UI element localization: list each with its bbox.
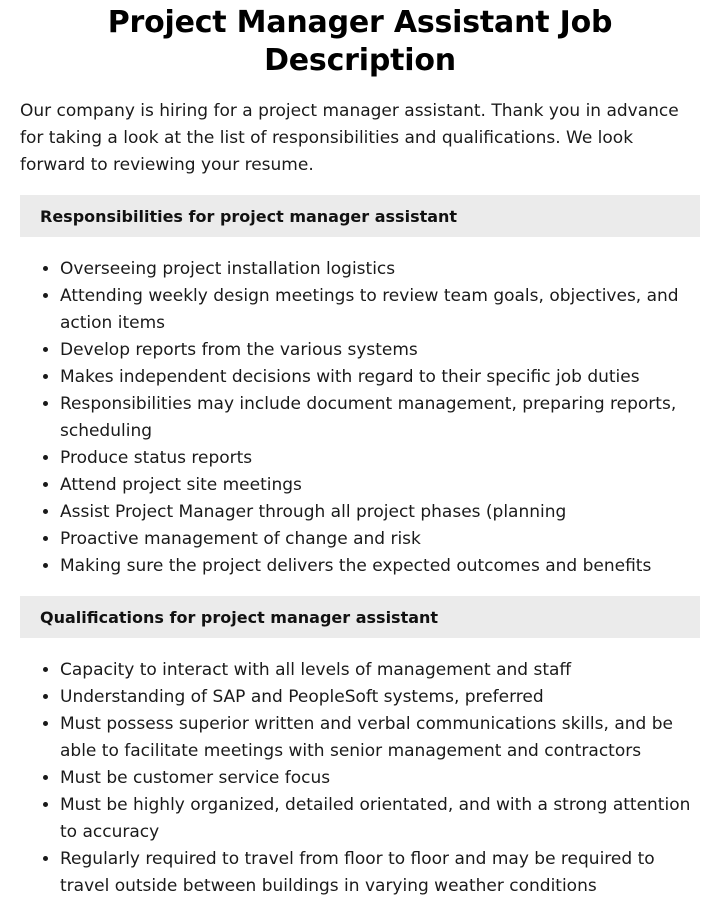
responsibilities-heading — [20, 195, 700, 237]
list-item: • Attend project site meetings — [60, 472, 700, 499]
list-item: • Must possess superior written and verbal communications skills, and be able to facilitate meetings with senior management and contractors — [60, 711, 700, 765]
list-item: • Produce status reports — [60, 445, 700, 472]
list-item: • Overseeing project installation logistics — [60, 256, 700, 283]
page-title: Project Manager Assistant Job Description — [107, 5, 613, 78]
qualifications-heading-text: Qualifications for project manager assistant — [40, 607, 439, 627]
list-item: • Attending weekly design meetings to review team goals, objectives, and action items — [60, 283, 700, 337]
list-item: • Proactive management of change and risk — [60, 526, 700, 553]
responsibilities-list — [20, 256, 700, 580]
list-item: • Regularly required to travel from floor to floor and may be required to travel outside between buildings in varying weather conditions — [60, 846, 700, 900]
list-item: • Must be customer service focus — [60, 765, 700, 792]
responsibilities-heading-text: Responsibilities for project manager assistant — [40, 206, 458, 226]
list-item: • Understanding of SAP and PeopleSoft systems, preferred — [60, 684, 700, 711]
intro-paragraph: Our company is hiring for a project manager assistant. Thank you in advance for taking a look at the list of responsibilities and qualifications. We look forward to reviewing your resume. — [20, 101, 679, 175]
list-item: • Assist Project Manager through all project phases (planning — [60, 499, 700, 526]
list-item: • Responsibilities may include document management, preparing reports, scheduling — [60, 391, 700, 445]
list-item: • Capacity to interact with all levels of management and staff — [60, 657, 700, 684]
list-item: • Develop reports from the various systems — [60, 337, 700, 364]
qualifications-heading — [20, 596, 700, 638]
list-item: • Must be highly organized, detailed orientated, and with a strong attention to accuracy — [60, 792, 700, 846]
qualifications-list — [20, 657, 700, 900]
list-item: • Makes independent decisions with regard to their specific job duties — [60, 364, 700, 391]
list-item: • Making sure the project delivers the expected outcomes and benefits — [60, 553, 700, 580]
